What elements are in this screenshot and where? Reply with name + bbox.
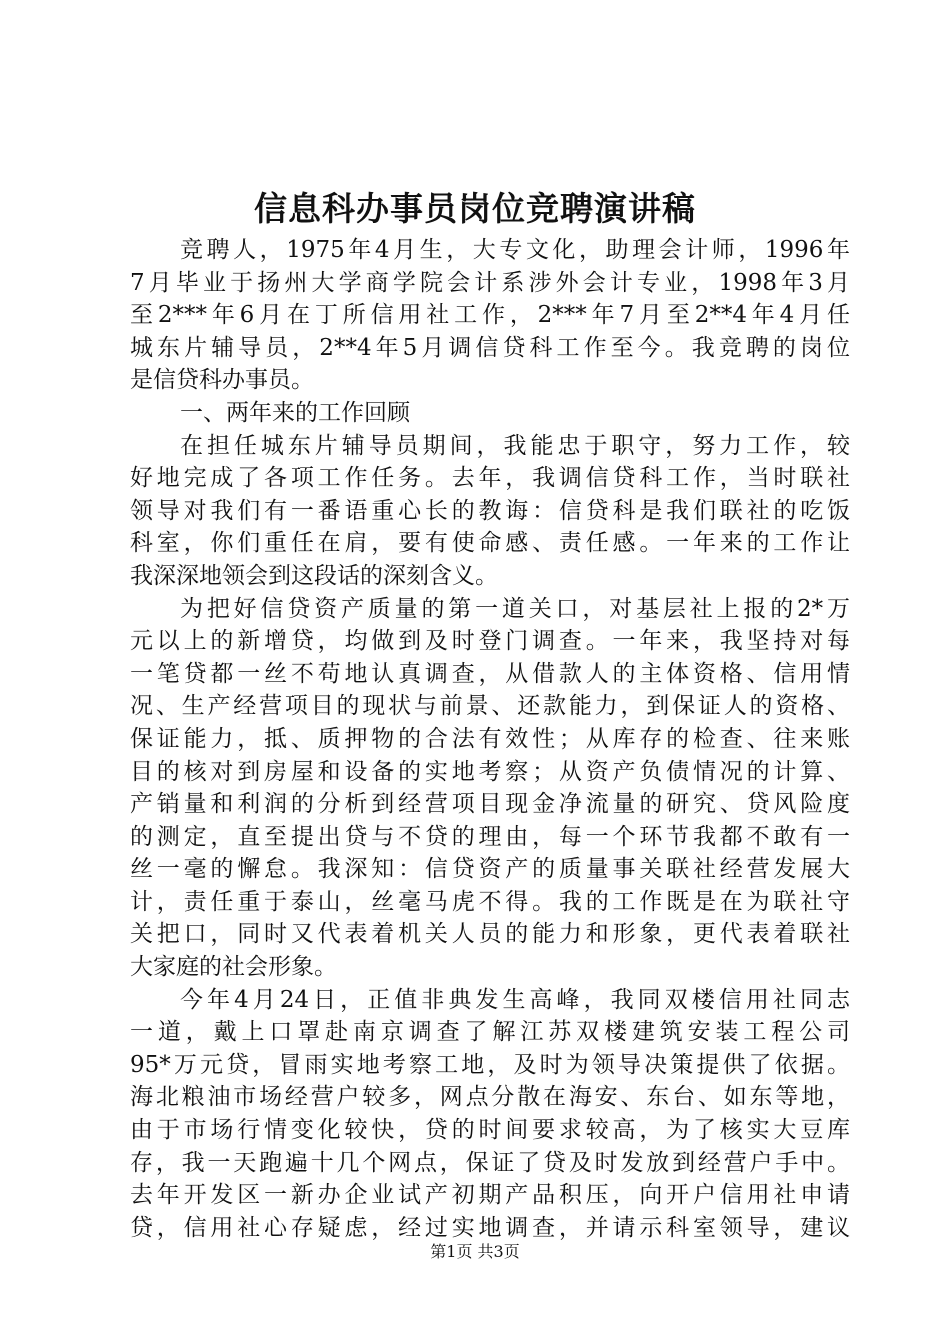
document-body xyxy=(130,234,850,1244)
text-line: 7月毕业于扬州大学商学院会计系涉外会计专业，1998年3月 xyxy=(130,269,850,296)
text-line: 大家庭的社会形象。 xyxy=(130,954,337,981)
page-footer: 第1页 共3页 xyxy=(430,1242,520,1261)
text-line: 存，我一天跑遍十几个网点，保证了贷及时发放到经营户手中。 xyxy=(130,1149,850,1176)
document-title: 信息科办事员岗位竞聘演讲稿 xyxy=(254,189,696,228)
text-line: 领导对我们有一番语重心长的教诲：信贷科是我们联社的吃饭 xyxy=(130,497,850,524)
text-line: 好地完成了各项工作任务。去年，我调信贷科工作，当时联社 xyxy=(130,465,850,492)
paragraph xyxy=(130,397,850,430)
text-line: 关把口，同时又代表着机关人员的能力和形象，更代表着联社 xyxy=(130,921,850,948)
text-line: 由于市场行情变化较快，贷的时间要求较高，为了核实大豆库 xyxy=(130,1117,850,1144)
paragraph xyxy=(130,234,850,397)
paragraph xyxy=(130,593,850,984)
text-line: 为把好信贷资产质量的第一道关口，对基层社上报的2*万 xyxy=(180,595,850,622)
text-line: 在担任城东片辅导员期间，我能忠于职守，努力工作，较 xyxy=(180,432,850,459)
text-line: 保证能力，抵、质押物的合法有效性；从库存的检查、往来账 xyxy=(130,725,850,752)
text-line: 竞聘人，1975年4月生，大专文化，助理会计师，1996年 xyxy=(180,237,850,263)
text-line: 海北粮油市场经营户较多，网点分散在海安、东台、如东等地， xyxy=(130,1084,850,1111)
text-line: 是信贷科办事员。 xyxy=(130,367,314,394)
text-line: 我深深地领会到这段话的深刻含义。 xyxy=(130,562,498,589)
text-line: 产销量和利润的分析到经营项目现金净流量的研究、贷风险度 xyxy=(130,791,850,818)
text-line: 一笔贷都一丝不苟地认真调查，从借款人的主体资格、信用情 xyxy=(130,660,850,687)
text-line: 的测定，直至提出贷与不贷的理由，每一个环节我都不敢有一 xyxy=(130,823,850,850)
text-line: 元以上的新增贷，均做到及时登门调查。一年来，我坚持对每 xyxy=(130,628,850,655)
text-line: 科室，你们重任在肩，要有使命感、责任感。一年来的工作让 xyxy=(130,530,850,557)
text-line: 一道，戴上口罩赴南京调查了解江苏双楼建筑安装工程公司 xyxy=(130,1019,850,1046)
text-line: 况、生产经营项目的现状与前景、还款能力，到保证人的资格、 xyxy=(130,693,850,720)
paragraph xyxy=(130,430,850,593)
text-line: 丝一毫的懈怠。我深知：信贷资产的质量事关联社经营发展大 xyxy=(130,856,850,883)
text-line: 城东片辅导员，2**4年5月调信贷科工作至今。我竞聘的岗位 xyxy=(130,334,850,361)
text-line: 一、两年来的工作回顾 xyxy=(180,399,410,426)
text-line: 至2***年6月在丁所信用社工作，2***年7月至2**4年4月任 xyxy=(130,302,850,329)
text-line: 贷，信用社心存疑虑，经过实地调查，并请示科室领导，建议 xyxy=(130,1214,850,1241)
text-line: 今年4月24日，正值非典发生高峰，我同双楼信用社同志 xyxy=(180,986,850,1013)
text-line: 计，责任重于泰山，丝毫马虎不得。我的工作既是在为联社守 xyxy=(130,888,850,915)
text-line: 95*万元贷，冒雨实地考察工地，及时为领导决策提供了依据。 xyxy=(130,1051,850,1078)
text-line: 去年开发区一新办企业试产初期产品积压，向开户信用社申请 xyxy=(130,1182,850,1209)
text-line: 目的核对到房屋和设备的实地考察；从资产负债情况的计算、 xyxy=(130,758,850,785)
paragraph xyxy=(130,984,850,1245)
